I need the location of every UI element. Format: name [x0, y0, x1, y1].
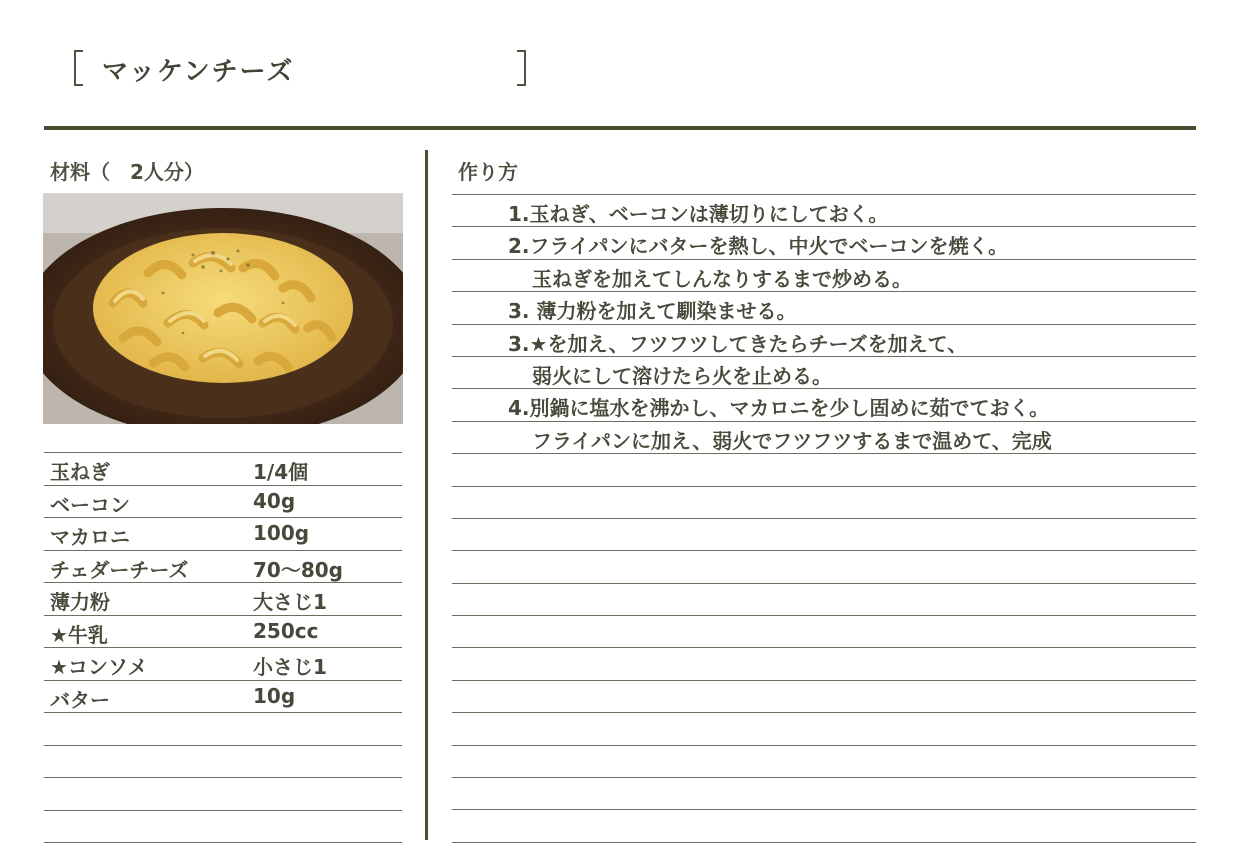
- ingredient-name: バター: [50, 687, 110, 712]
- ingredient-quantity: 小さじ1: [253, 655, 327, 679]
- ingredient-quantity: 40g: [253, 488, 296, 513]
- step-row: [452, 680, 1196, 712]
- ingredient-row: [44, 582, 402, 615]
- ingredient-quantity: 10g: [253, 683, 296, 708]
- ingredient-name: 薄力粉: [50, 590, 110, 614]
- ingredient-quantity: 70〜80g: [253, 557, 343, 582]
- ingredient-row: [44, 615, 402, 648]
- step-row: [452, 388, 1196, 420]
- step-text: 弱火にして溶けたら火を止める。: [532, 363, 832, 388]
- ingredients-header: 材料（ 2人分）: [50, 160, 204, 184]
- right-bracket: [517, 50, 526, 86]
- ingredient-name: 玉ねぎ: [50, 460, 110, 484]
- step-row: [452, 777, 1196, 809]
- left-bracket: [74, 50, 83, 86]
- step-row: [452, 583, 1196, 615]
- ingredient-row: [44, 550, 402, 583]
- step-row: [452, 647, 1196, 679]
- ingredient-name: ★牛乳: [50, 622, 108, 647]
- ingredient-row: [44, 647, 402, 680]
- ingredient-name: マカロニ: [50, 525, 130, 549]
- ingredient-row: [44, 810, 402, 844]
- step-row: [452, 421, 1196, 453]
- title-divider: [44, 126, 1196, 130]
- step-row: [452, 486, 1196, 518]
- step-row: [452, 453, 1196, 485]
- step-row: [452, 712, 1196, 744]
- ingredient-row: [44, 680, 402, 713]
- ingredients-table: [44, 452, 402, 843]
- step-row: [452, 324, 1196, 356]
- recipe-title-block: [74, 50, 526, 90]
- dish-photo: [43, 193, 403, 424]
- ingredient-name: ベーコン: [50, 492, 130, 517]
- ingredient-row: [44, 745, 402, 778]
- step-row: [452, 194, 1196, 226]
- ingredient-name: チェダーチーズ: [50, 557, 189, 582]
- column-divider: [425, 150, 428, 840]
- step-text: フライパンに加え、弱火でフツフツするまで温めて、完成: [532, 428, 1052, 453]
- ingredient-row: [44, 777, 402, 810]
- step-text: 3.★を加え、フツフツしてきたらチーズを加えて、: [508, 331, 968, 356]
- steps-list: [452, 194, 1196, 843]
- ingredient-quantity: 100g: [253, 521, 310, 545]
- step-text: 玉ねぎを加えてしんなりするまで炒める。: [532, 266, 912, 291]
- step-row: [452, 291, 1196, 323]
- ingredient-quantity: 1/4個: [253, 460, 309, 484]
- step-row: [452, 226, 1196, 258]
- step-row: [452, 518, 1196, 550]
- step-row: [452, 259, 1196, 291]
- step-row: [452, 615, 1196, 647]
- step-row: [452, 550, 1196, 582]
- ingredient-quantity: 250cc: [253, 618, 319, 643]
- step-text: 1.玉ねぎ、ベーコンは薄切りにしておく。: [508, 202, 889, 226]
- recipe-title: マッケンチーズ: [102, 57, 295, 87]
- steps-header: 作り方: [458, 160, 518, 184]
- step-text: 4.別鍋に塩水を沸かし、マカロニを少し固めに茹でておく。: [508, 396, 1050, 421]
- step-row: [452, 356, 1196, 388]
- step-text: 3. 薄力粉を加えて馴染ませる。: [508, 299, 797, 324]
- ingredient-name: ★コンソメ: [50, 655, 148, 679]
- step-row: [452, 809, 1196, 842]
- ingredient-row: [44, 712, 402, 745]
- step-text: 2.フライパンにバターを熱し、中火でベーコンを焼く。: [508, 234, 1009, 259]
- step-row: [452, 745, 1196, 777]
- ingredient-row: [44, 485, 402, 518]
- ingredient-row: [44, 452, 402, 485]
- ingredient-quantity: 大さじ1: [253, 590, 327, 614]
- ingredient-row: [44, 517, 402, 550]
